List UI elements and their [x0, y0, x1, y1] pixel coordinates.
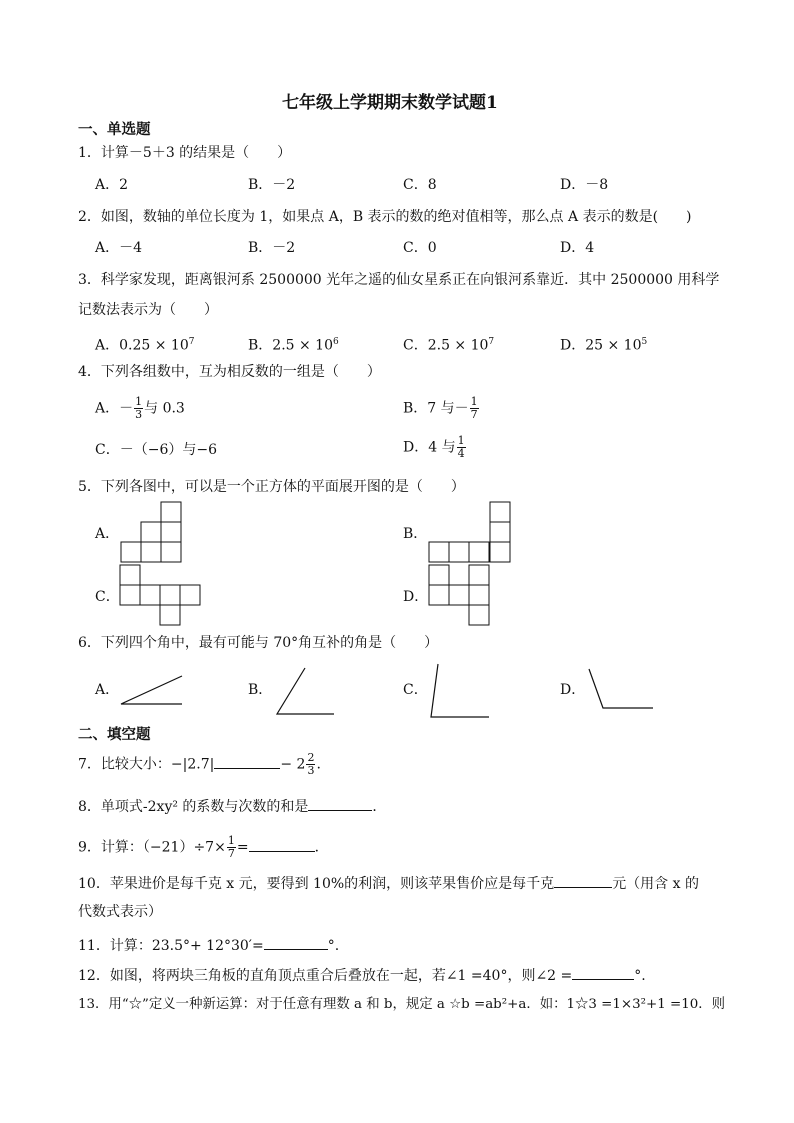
answer-blank[interactable] — [554, 873, 612, 888]
option-b-text: B．2.5 × 10 — [248, 337, 333, 354]
question-2-option-c: C．0 — [403, 240, 437, 256]
fraction-numerator: 1 — [457, 434, 465, 447]
option-b-exponent: 6 — [333, 337, 339, 347]
question-1-option-d: D．－8 — [560, 177, 609, 193]
question-9-suffix: ． — [314, 839, 329, 856]
question-4-stem: 4．下列各组数中，互为相反数的一组是（ ） — [78, 364, 381, 380]
option-a-prefix: A．－ — [95, 400, 134, 417]
question-2-stem: 2．如图，数轴的单位长度为 1，如果点 A，B 表示的数的绝对值相等，那么点 A 表示的数是( ) — [78, 209, 692, 225]
option-d-text: D．25 × 10 — [560, 337, 642, 354]
option-a-text: A．0.25 × 10 — [95, 337, 189, 354]
question-5-option-a: A． — [95, 526, 120, 542]
option-d-exponent: 5 — [641, 337, 648, 347]
question-10-line2: 代数式表示） — [78, 904, 162, 920]
answer-blank[interactable] — [214, 754, 280, 769]
option-a-suffix: 与 0.3 — [144, 400, 185, 417]
answer-blank[interactable] — [308, 796, 372, 811]
fraction-denominator: 7 — [470, 408, 478, 421]
net-c — [120, 565, 200, 625]
question-11 — [78, 935, 339, 955]
question-6-stem: 6．下列四个角中，最有可能与 70°角互补的角是（ ） — [78, 635, 439, 651]
question-5-stem: 5．下列各图中，可以是一个正方体的平面展开图的是（ ） — [78, 479, 465, 495]
fraction — [306, 752, 315, 777]
question-10-suffix: 元（用含 x 的 — [612, 876, 699, 892]
question-11-suffix: °. — [327, 938, 340, 954]
question-1-stem: 1．计算－5＋3 的结果是（ ） — [78, 145, 292, 161]
question-10-line1 — [78, 873, 699, 893]
question-5-option-c: C． — [95, 589, 120, 605]
question-6-option-d: D． — [560, 682, 586, 698]
answer-blank[interactable] — [249, 837, 315, 852]
question-6-option-c: C． — [403, 682, 428, 698]
question-8-suffix: ． — [372, 799, 387, 815]
question-1-option-a: A．2 — [95, 177, 129, 193]
answer-blank[interactable] — [572, 965, 634, 980]
fraction-numerator: 1 — [470, 395, 478, 408]
question-3-stem-line1: 3．科学家发现，距离银河系 2500000 光年之遥的仙女星系正在向银河系靠近．其中 2500000 用科学 — [78, 272, 720, 288]
section-heading-choice: 一、单选题 — [78, 121, 151, 138]
question-6-option-b: B． — [248, 682, 273, 698]
net-b — [429, 502, 510, 562]
angle-a — [121, 676, 182, 704]
option-c-text: C．2.5 × 10 — [403, 337, 489, 354]
fraction — [227, 835, 236, 860]
question-12-prefix: 12．如图，将两块三角板的直角顶点重合后叠放在一起，若∠1 =40°，则∠2 = — [78, 968, 573, 984]
question-7-prefix: 7．比较大小：−|2.7| — [78, 756, 215, 773]
question-7 — [78, 752, 321, 777]
angle-c — [431, 664, 489, 717]
question-5-option-b: B． — [403, 526, 428, 542]
question-7-middle: − 2 — [280, 756, 306, 773]
option-d-prefix: D．4 与 — [403, 439, 456, 456]
fraction-denominator: 3 — [307, 764, 315, 777]
fraction-denominator: 3 — [135, 408, 143, 421]
question-4-option-c: C．－（−6）与−6 — [95, 442, 217, 458]
question-9-prefix: 9．计算：（−21）÷7× — [78, 839, 226, 856]
section-heading-fill: 二、填空题 — [78, 726, 151, 743]
question-3-stem-line2: 记数法表示为（ ） — [78, 302, 218, 318]
question-8-prefix: 8．单项式-2xy² 的系数与次数的和是 — [78, 799, 309, 815]
question-12-suffix: °. — [634, 968, 646, 984]
question-10-prefix: 10．苹果进价是每千克 x 元，要得到 10%的利润，则该苹果售价应是每千克 — [78, 876, 555, 892]
question-8 — [78, 796, 386, 816]
fraction-numerator: 1 — [227, 834, 235, 847]
fraction-denominator: 4 — [457, 447, 465, 460]
option-b-prefix: B．7 与－ — [403, 400, 469, 417]
question-2-option-a: A．－4 — [95, 240, 143, 256]
question-13: 13．用“☆”定义一种新运算：对于任意有理数 a 和 b，规定 a ☆b =ab²+a．如：1☆3 =1×3²+1 =10．则 — [78, 997, 726, 1012]
question-5-option-d: D． — [403, 589, 429, 605]
question-6-option-a: A． — [95, 682, 120, 698]
question-1-option-c: C．8 — [403, 177, 437, 193]
question-7-suffix: . — [316, 756, 321, 773]
page-title: 七年级上学期期末数学试题1 — [282, 93, 498, 113]
net-d — [429, 565, 489, 625]
question-2-option-d: D．4 — [560, 240, 595, 256]
fraction-numerator: 2 — [307, 751, 315, 764]
question-11-prefix: 11．计算：23.5°+ 12°30′= — [78, 938, 264, 954]
angle-b — [277, 668, 334, 714]
fraction-denominator: 7 — [227, 847, 235, 860]
angle-d — [589, 669, 653, 708]
question-9 — [78, 835, 329, 860]
answer-blank[interactable] — [264, 935, 328, 950]
net-a — [121, 502, 181, 562]
question-2-option-b: B．－2 — [248, 240, 296, 256]
option-a-exponent: 7 — [188, 337, 195, 347]
fraction-numerator: 1 — [135, 395, 143, 408]
question-12 — [78, 965, 646, 985]
question-1-option-b: B．－2 — [248, 177, 296, 193]
question-9-equals: = — [236, 839, 249, 856]
option-c-exponent: 7 — [488, 337, 495, 347]
